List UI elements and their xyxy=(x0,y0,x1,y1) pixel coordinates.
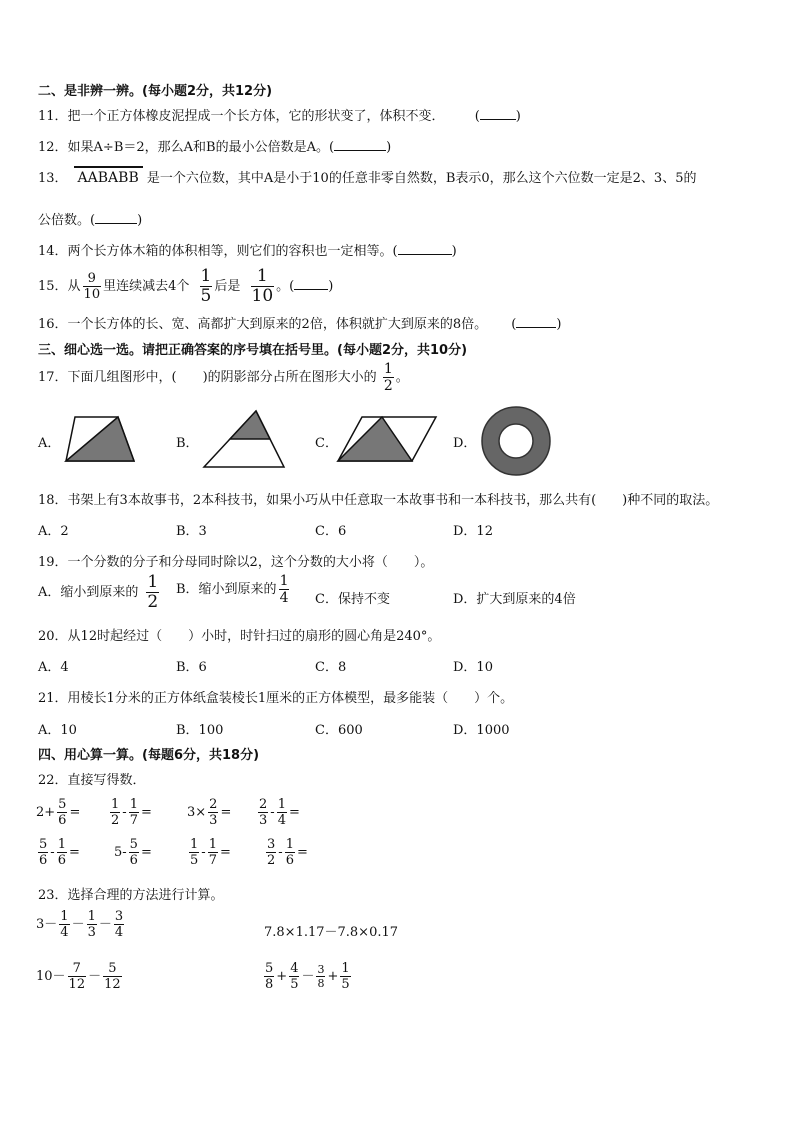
expr-22-6: 5- $\frac{5}{6}$ = xyxy=(114,837,152,868)
section-4-title: 四、用心算一算。(每题6分，共18分) xyxy=(38,748,260,763)
parallelogram-figure-c xyxy=(336,414,440,466)
question-23-title: 23．选择合理的方法进行计算。 xyxy=(38,888,224,903)
question-22-title: 22．直接写得数． xyxy=(38,773,146,788)
q17-option-d-label[interactable]: D． xyxy=(453,436,477,451)
fraction: $\frac{1}{2}$ xyxy=(147,572,159,612)
q21-option-c[interactable]: C．600 xyxy=(315,723,363,738)
question-18: 18．书架上有3本故事书，2本科技书，如果小巧从中任意取一本故事书和一本科技书，那么共有( )种不同的取法。 xyxy=(38,493,719,508)
fraction: $\frac{9}{10}$ xyxy=(83,271,101,302)
section-2-title: 二、是非辨一辨。(每小题2分，共12分) xyxy=(38,84,273,99)
q20-option-b[interactable]: B．6 xyxy=(176,660,207,675)
question-12: 12．如果A÷B＝2，那么A和B的最小公倍数是A。( ) xyxy=(38,140,392,155)
q17-option-b-label[interactable]: B． xyxy=(176,436,199,451)
question-20: 20．从12时起经过（ ）小时，时针扫过的扇形的圆心角是240°。 xyxy=(38,629,441,644)
question-17: 17．下面几组图形中，( )的阴影部分占所在图形大小的 $\frac{1}{2}$ 。 xyxy=(38,361,409,394)
fraction: $\frac{1}{10}$ xyxy=(251,266,274,306)
question-21: 21．用棱长1分米的正方体纸盒装棱长1厘米的正方体模型，最多能装（ ）个。 xyxy=(38,691,514,706)
answer-blank-15[interactable] xyxy=(294,277,328,290)
q19-option-d[interactable]: D．扩大到原来的4倍 xyxy=(453,592,576,607)
expr-23-2: 7.8×1.17－7.8×0.17 xyxy=(264,925,399,940)
question-14: 14．两个长方体木箱的体积相等，则它们的容积也一定相等。( ) xyxy=(38,244,457,259)
expr-22-3: 3× $\frac{2}{3}$ = xyxy=(187,797,232,828)
expr-22-7: $\frac{1}{5}$ - $\frac{1}{7}$ = xyxy=(190,837,231,868)
q20-option-a[interactable]: A．4 xyxy=(38,660,69,675)
expr-22-1: 2+ $\frac{5}{6}$ = xyxy=(36,797,81,828)
question-11: 11．把一个正方体橡皮泥捏成一个长方体，它的形状变了，体积不变． ( ) xyxy=(38,109,521,124)
fraction: $\frac{1}{5}$ xyxy=(200,266,212,306)
answer-blank-14[interactable] xyxy=(398,242,452,255)
q19-option-b[interactable]: B．缩小到原来的 $\frac{1}{4}$ xyxy=(176,573,289,606)
q18-option-d[interactable]: D．12 xyxy=(453,524,493,539)
fraction: $\frac{1}{2}$ xyxy=(383,361,393,394)
expr-23-3: 10－ $\frac{7}{12}$ － $\frac{5}{12}$ xyxy=(36,961,121,992)
question-13-line2: 公倍数。( ) xyxy=(38,213,143,228)
ring-figure-d xyxy=(478,405,554,477)
q18-option-c[interactable]: C．6 xyxy=(315,524,347,539)
expr-22-5: $\frac{5}{6}$ - $\frac{1}{6}$ = xyxy=(39,837,80,868)
q19-option-a[interactable]: A．缩小到原来的 $\frac{1}{2}$ xyxy=(38,572,159,612)
question-16: 16．一个长方体的长、宽、高都扩大到原来的2倍，体积就扩大到原来的8倍。 ( ) xyxy=(38,317,562,332)
triangle-figure-b xyxy=(200,408,290,470)
q21-option-d[interactable]: D．1000 xyxy=(453,723,510,738)
q17-option-c-label[interactable]: C． xyxy=(315,436,338,451)
overlined-number: AABABB xyxy=(74,166,143,186)
q21-option-a[interactable]: A．10 xyxy=(38,723,77,738)
answer-blank-11[interactable] xyxy=(480,107,516,120)
question-19: 19．一个分数的分子和分母同时除以2，这个分数的大小将（ ）。 xyxy=(38,555,434,570)
question-15: 15．从 $\frac{9}{10}$ 里连续减去4个 $\frac{1}{5}$ 后是 $\frac{1}{10}$ 。( ) xyxy=(38,266,334,306)
expr-23-4: $\frac{5}{8}$ + $\frac{4}{5}$ － $\frac{3}{8}$ + $\frac{1}{5}$ xyxy=(265,961,350,992)
q20-option-d[interactable]: D．10 xyxy=(453,660,493,675)
q21-option-b[interactable]: B．100 xyxy=(176,723,224,738)
expr-22-2: $\frac{1}{2}$ - $\frac{1}{7}$ = xyxy=(111,797,152,828)
q18-option-b[interactable]: B．3 xyxy=(176,524,207,539)
expr-22-8: $\frac{3}{2}$ - $\frac{1}{6}$ = xyxy=(267,837,308,868)
expr-22-4: $\frac{2}{3}$ - $\frac{1}{4}$ = xyxy=(259,797,300,828)
section-3-title: 三、细心选一选。请把正确答案的序号填在括号里。(每小题2分，共10分) xyxy=(38,343,468,358)
expr-23-1: 3－ $\frac{1}{4}$ － $\frac{1}{3}$ － $\frac{3}{4}$ xyxy=(36,909,124,940)
trapezoid-figure-a xyxy=(62,414,138,466)
answer-blank-12[interactable] xyxy=(334,138,386,151)
answer-blank-13[interactable] xyxy=(95,211,137,224)
answer-blank-16[interactable] xyxy=(516,315,556,328)
q19-option-c[interactable]: C．保持不变 xyxy=(315,592,390,607)
q18-option-a[interactable]: A．2 xyxy=(38,524,69,539)
question-13: 13． AABABB 是一个六位数，其中A是小于10的任意非零自然数，B表示0，那么这个六位数一定是2、3、5的 xyxy=(38,167,696,186)
fraction: $\frac{1}{4}$ xyxy=(279,573,289,606)
q20-option-c[interactable]: C．8 xyxy=(315,660,347,675)
q17-option-a-label[interactable]: A． xyxy=(38,436,61,451)
